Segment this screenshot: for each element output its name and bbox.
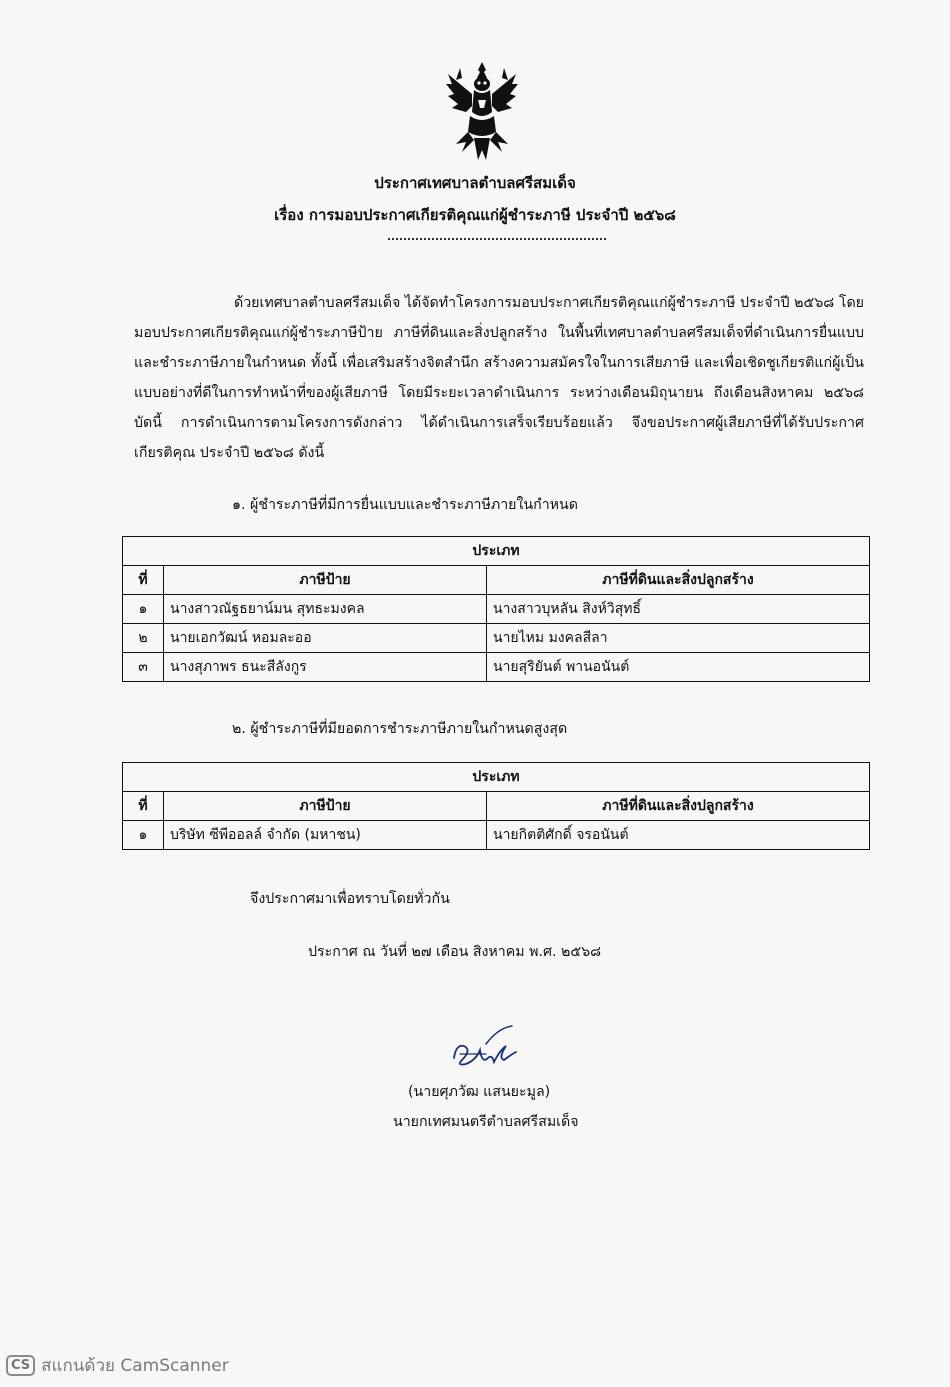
section2-table <box>122 762 870 850</box>
watermark-text: สแกนด้วย CamScanner <box>41 1356 229 1376</box>
camscanner-logo-icon: CS <box>6 1355 35 1376</box>
table-row <box>123 624 870 653</box>
closing-statement: จึงประกาศมาเพื่อทราบโดยทั่วกัน <box>250 891 450 907</box>
signer-title: นายกเทศมนตรีตำบลศรีสมเด็จ <box>393 1114 579 1130</box>
col-sign-tax-header: ภาษีป้าย <box>164 792 487 821</box>
col-no-header: ที่ <box>123 792 164 821</box>
body-text: ด้วยเทศบาลตำบลศรีสมเด็จ ได้จัดทำโครงการมอบประกาศเกียรติคุณแก่ผู้ชำระภาษี ประจำปี ๒๕๖๘ โดยมอบประกาศเกียรติคุณแก่ผู้ชำระภาษีป้าย ภาษีที่ดินและสิ่งปลูกสร้าง ในพื้นที่เทศบาลตำบลศรีสมเด็จที่ดำเนินการยื่นแบบและชำระภาษีภายในกำหนด ทั้งนี้ เพื่อเสริมสร้างจิตสำนึก สร้างความสมัครใจในการเสียภาษี และเพื่อเชิดชูเกียรติแก่ผู้เป็นแบบอย่างที่ดีในการทำหน้าที่ของผู้เสียภาษี โดยมีระยะเวลาดำเนินการ ระหว่างเดือนมิถุนายน ถึงเดือนสิงหาคม ๒๕๖๘ บัดนี้ การดำเนินการตามโครงการดังกล่าว ได้ดำเนินการเสร็จเรียบร้อยแล้ว จึงขอประกาศผู้เสียภาษีที่ได้รับประกาศเกียรติคุณ ประจำปี ๒๕๖๘ ดังนี้ <box>134 295 864 461</box>
section1-table <box>122 536 870 682</box>
scanner-watermark <box>6 1352 229 1379</box>
land-tax-payer: นายไหม มงคลสีลา <box>487 624 870 653</box>
section1-heading: ๑. ผู้ชำระภาษีที่มีการยื่นแบบและชำระภาษีภายในกำหนด <box>232 497 578 513</box>
sign-tax-payer: นางสุภาพร ธนะสีลังกูร <box>164 653 487 682</box>
col-no-header: ที่ <box>123 566 164 595</box>
table-row <box>123 821 870 850</box>
sign-tax-payer: นางสาวณัฐธยาน์มน สุทธะมงคล <box>164 595 487 624</box>
body-paragraph <box>134 288 864 468</box>
signer-name: (นายศุภวัฒ แสนยะมูล) <box>408 1084 551 1100</box>
land-tax-payer: นายกิตติศักดิ์ จรอนันต์ <box>487 821 870 850</box>
title-divider <box>388 238 606 240</box>
sign-tax-payer: นายเอกวัฒน์ หอมละออ <box>164 624 487 653</box>
handwritten-signature <box>446 1024 520 1074</box>
row-number: ๑ <box>123 821 164 850</box>
garuda-emblem-icon <box>444 60 520 164</box>
row-number: ๒ <box>123 624 164 653</box>
col-land-tax-header: ภาษีที่ดินและสิ่งปลูกสร้าง <box>487 792 870 821</box>
table-row <box>123 595 870 624</box>
sign-tax-payer: บริษัท ซีพีออลล์ จำกัด (มหาชน) <box>164 821 487 850</box>
document-subject: เรื่อง การมอบประกาศเกียรติคุณแก่ผู้ชำระภาษี ประจำปี ๒๕๖๘ <box>274 206 676 224</box>
table-row <box>123 653 870 682</box>
land-tax-payer: นางสาวบุหลัน สิงห์วิสุทธิ์ <box>487 595 870 624</box>
row-number: ๓ <box>123 653 164 682</box>
col-land-tax-header: ภาษีที่ดินและสิ่งปลูกสร้าง <box>487 566 870 595</box>
announcement-date: ประกาศ ณ วันที่ ๒๗ เดือน สิงหาคม พ.ศ. ๒๕๖๘ <box>308 944 602 960</box>
category-header: ประเภท <box>123 763 870 792</box>
section2-heading: ๒. ผู้ชำระภาษีที่มียอดการชำระภาษีภายในกำหนดสูงสุด <box>232 721 568 737</box>
category-header: ประเภท <box>123 537 870 566</box>
row-number: ๑ <box>123 595 164 624</box>
document-title: ประกาศเทศบาลตำบลศรีสมเด็จ <box>374 174 576 192</box>
col-sign-tax-header: ภาษีป้าย <box>164 566 487 595</box>
land-tax-payer: นายสุริยันต์ พานอนันต์ <box>487 653 870 682</box>
